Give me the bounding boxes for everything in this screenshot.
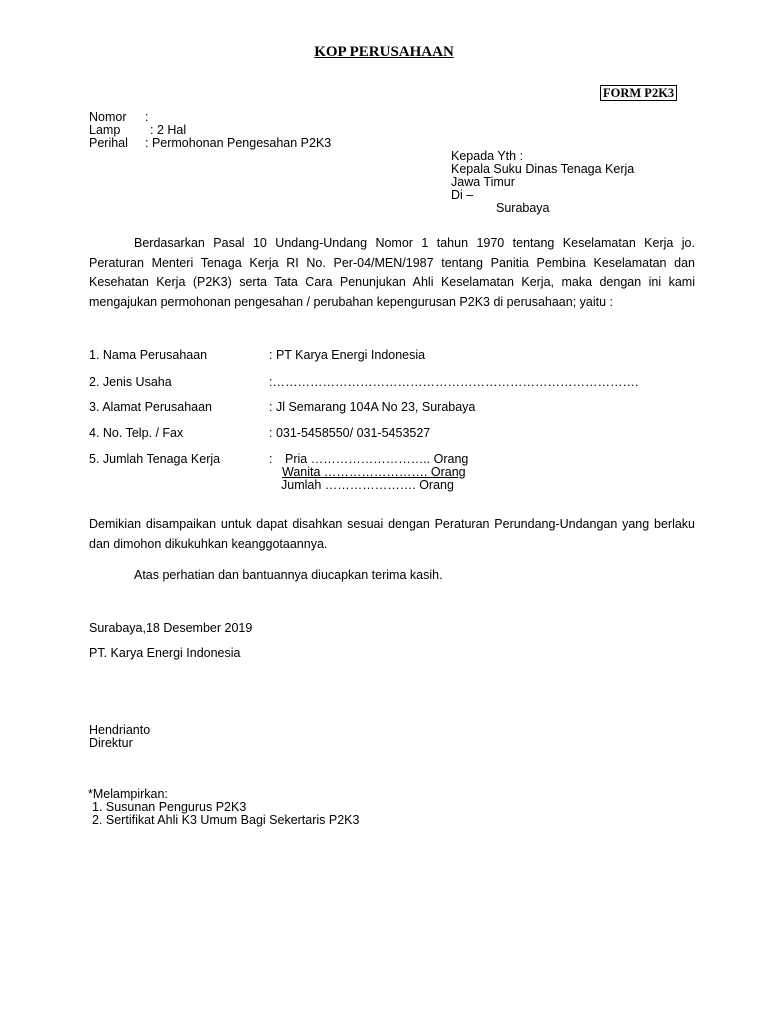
- recipient-line-5: Surabaya: [496, 201, 550, 215]
- item-5-label: 5. Jumlah Tenaga Kerja: [89, 452, 221, 466]
- lamp-value: : 2 Hal: [150, 123, 187, 137]
- form-code-box: FORM P2K3: [600, 85, 677, 101]
- letterhead-title: KOP PERUSAHAAN: [314, 44, 454, 60]
- signatory-name: Hendrianto: [89, 723, 151, 737]
- item-2-label: 2. Jenis Usaha: [89, 375, 172, 389]
- recipient-line-3: Jawa Timur: [451, 175, 515, 189]
- jumlah-count: Jumlah …………………. Orang: [281, 478, 454, 492]
- attachment-item-1: 1. Susunan Pengurus P2K3: [92, 800, 247, 814]
- attachments-heading: *Melampirkan:: [88, 787, 168, 801]
- lamp-label: Lamp: [89, 123, 121, 137]
- wanita-count: Wanita ……………………. Orang: [282, 465, 466, 479]
- signatory-position: Direktur: [89, 736, 133, 750]
- item-3-label: 3. Alamat Perusahaan: [89, 400, 212, 414]
- nomor-value: :: [145, 110, 149, 124]
- recipient-line-4: Di –: [451, 188, 474, 202]
- pria-count: Pria ……………………….. Orang: [285, 452, 469, 466]
- recipient-line-2: Kepala Suku Dinas Tenaga Kerja: [451, 162, 635, 176]
- item-4-label: 4. No. Telp. / Fax: [89, 426, 184, 440]
- nomor-label: Nomor: [89, 110, 127, 124]
- attachment-item-2: 2. Sertifikat Ahli K3 Umum Bagi Sekertaris P2K3: [92, 813, 360, 827]
- item-1-value: : PT Karya Energi Indonesia: [269, 348, 426, 362]
- item-2-value: :…………………………………………………………………………….: [269, 375, 639, 389]
- closing-paragraph: Demikian disampaikan untuk dapat disahkan sesuai dengan Peraturan Perundang-Undangan yang berlaku dan dimohon dikukuhkan keanggotaannya.: [89, 517, 695, 551]
- item-3-value: : Jl Semarang 104A No 23, Surabaya: [269, 400, 476, 414]
- item-4-value: : 031-5458550/ 031-5453527: [269, 426, 431, 440]
- opening-paragraph: Berdasarkan Pasal 10 Undang-Undang Nomor 1 tahun 1970 tentang Keselamatan Kerja jo. Peraturan Menteri Tenaga Kerja RI No. Per-04/MEN/1987 tentang Panitia Pembina Keselamatan dan Kesehatan Kerja (P2K3) serta Tata Cara Penunjukan Ahli Keselamatan Kerja, maka dengan ini kami mengajukan permohonan pengesahan / perubahan kepengurusan P2K3 di perusahaan; yaitu :: [89, 236, 695, 309]
- item-5-colon: :: [269, 452, 273, 466]
- perihal-label: Perihal: [89, 136, 128, 150]
- perihal-value: : Permohonan Pengesahan P2K3: [145, 136, 332, 150]
- item-1-label: 1. Nama Perusahaan: [89, 348, 208, 362]
- signatory-company: PT. Karya Energi Indonesia: [89, 646, 241, 660]
- recipient-line-1: Kepada Yth :: [451, 149, 524, 163]
- thanks-line: Atas perhatian dan bantuannya diucapkan terima kasih.: [134, 568, 443, 582]
- place-date: Surabaya,18 Desember 2019: [89, 621, 253, 635]
